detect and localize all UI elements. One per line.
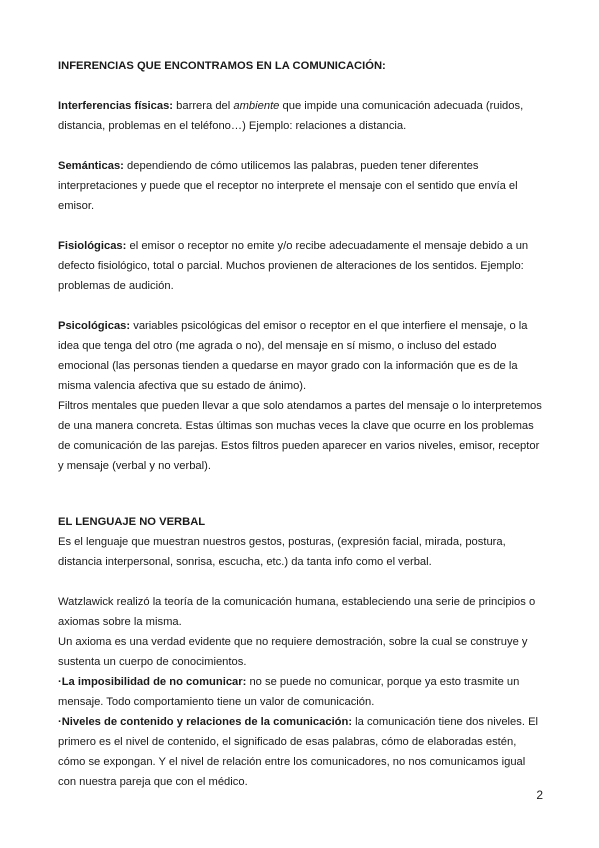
page-number: 2 — [536, 788, 543, 802]
section-heading-inferencias: INFERENCIAS QUE ENCONTRAMOS EN LA COMUNICACIÓN: — [58, 60, 386, 72]
section-heading-no-verbal: EL LENGUAJE NO VERBAL — [58, 516, 206, 528]
label-niveles: ·Niveles de contenido y relaciones de la comunicación: — [58, 716, 353, 728]
text-no-comunicar: no se puede no comunicar, porque ya esto trasmite un mensaje. Todo comportamiento tiene un valor de comunicación. — [58, 676, 520, 708]
text-fisiologicas: el emisor o receptor no emite y/o recibe adecuadamente el mensaje debido a un defecto fisiológico, total o parcial. Muchos provienen de alteraciones de los sentidos. Ejemplo: problemas de audición. — [58, 240, 529, 292]
paragraph-intro-no-verbal: Es el lenguaje que muestran nuestros gestos, posturas, (expresión facial, mirada, postura, distancia interpersonal, sonrisa, escucha, etc.) da tanta info como el verbal. — [58, 536, 506, 568]
paragraph-fisicas — [58, 96, 546, 136]
paragraph-semanticas — [58, 156, 546, 216]
list-item-niveles — [58, 712, 546, 792]
text-niveles: la comunicación tiene dos niveles. El primero es el nivel de contenido, el significado de esas palabras, cómo de elaboradas estén, cómo se expongan. Y el nivel de relación entre los comunicadores, no nos comunicamos igual con nuestra pareja que con el médico. — [58, 716, 539, 788]
label-fisicas: Interferencias físicas: — [58, 100, 174, 112]
paragraph-filtros: Filtros mentales que pueden llevar a que solo atendamos a partes del mensaje o lo interpretemos de una manera concreta. Estas últimas son muchas veces la clave que ocurre en los problemas de comunicación de las parejas. Estos filtros pueden aparecer en varios niveles, emisor, receptor y mensaje (verbal y no verbal). — [58, 400, 542, 472]
text-fisicas-a: barrera del — [173, 100, 234, 112]
document-page — [58, 56, 546, 792]
emph-ambiente: ambiente — [233, 100, 280, 112]
list-item-no-comunicar — [58, 672, 546, 712]
label-psicologicas: Psicológicas: — [58, 320, 131, 332]
label-no-comunicar: ·La imposibilidad de no comunicar: — [58, 676, 247, 688]
paragraph-watzlawick: Watzlawick realizó la teoría de la comunicación humana, estableciendo una serie de principios o axiomas sobre la misma. — [58, 596, 536, 628]
text-fisicas-b: que impide una comunicación adecuada (ruidos, distancia, problemas en el teléfono…) Ejemplo: relaciones a distancia. — [58, 100, 524, 132]
label-fisiologicas: Fisiológicas: — [58, 240, 127, 252]
text-psicologicas: variables psicológicas del emisor o receptor en el que interfiere el mensaje, o la idea que tenga del otro (me agrada o no), del mensaje en sí mismo, o incluso del estado emocional (las personas tienden a quedarse en mayor grado con la información que es de la misma valencia afectiva que su estado de ánimo). — [58, 320, 528, 392]
text-semanticas: dependiendo de cómo utilicemos las palabras, pueden tener diferentes interpretaciones y puede que el receptor no interprete el mensaje con el sentido que envía el emisor. — [58, 160, 518, 212]
label-semanticas: Semánticas: — [58, 160, 124, 172]
paragraph-psicologicas — [58, 316, 546, 396]
paragraph-fisiologicas — [58, 236, 546, 296]
paragraph-axioma: Un axioma es una verdad evidente que no requiere demostración, sobre la cual se construye y sustenta un cuerpo de conocimientos. — [58, 636, 528, 668]
